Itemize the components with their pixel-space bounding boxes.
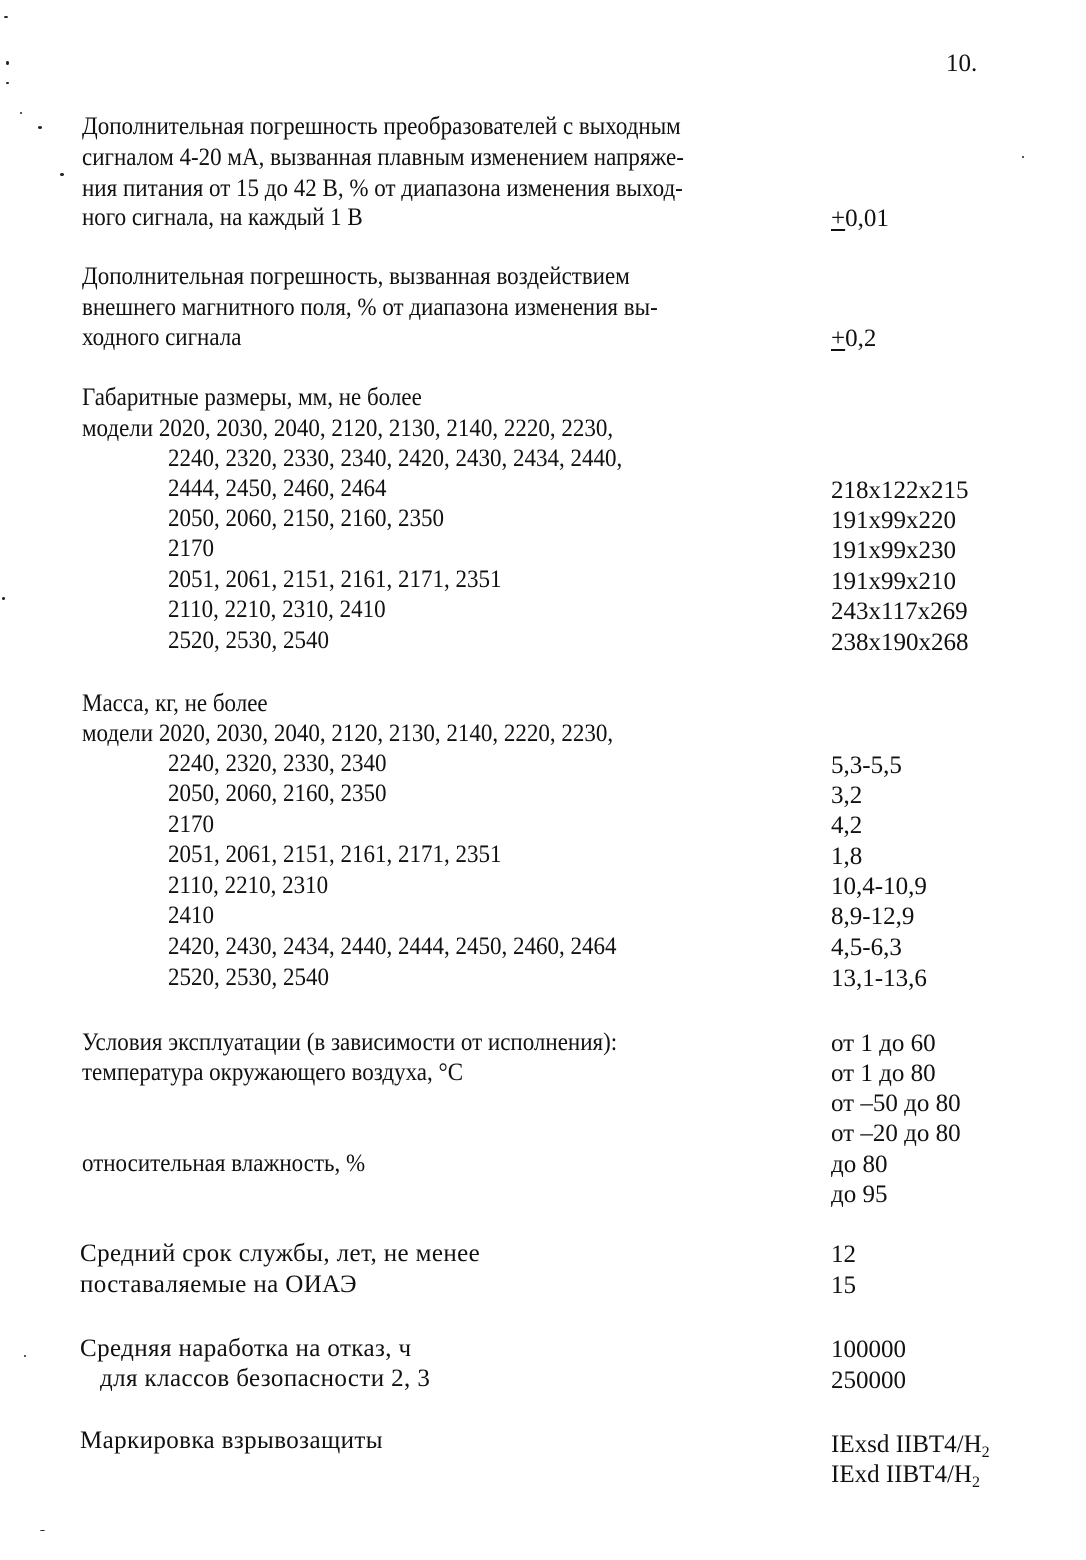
plus-minus-sign: + [831,325,846,352]
mass-value: 13,1-13,6 [831,965,927,992]
dimension-value: 238x190x268 [831,629,969,656]
scan-artifact [40,1530,45,1531]
models-list: 2170 [168,811,214,838]
models-list: 2410 [168,902,214,929]
scan-artifact [2,597,5,600]
models-list: 2110, 2210, 2310, 2410 [168,596,386,623]
page-number: 10. [946,50,978,77]
value-number: 0,01 [845,205,889,232]
models-list: 2050, 2060, 2160, 2350 [168,780,387,807]
explosion-marking-value [831,1460,980,1498]
service-life-sub-label: поставаляемые на ОИАЭ [80,1271,357,1298]
mtbf-sub-label: для классов безопасности 2, 3 [100,1365,431,1392]
temperature-range: от 1 до 60 [831,1030,936,1057]
models-list: 2240, 2320, 2330, 2340 [168,750,387,777]
temperature-range: от 1 до 80 [831,1060,936,1087]
mtbf-value: 100000 [831,1336,906,1363]
scan-artifact [60,173,64,176]
mass-value: 4,5-6,3 [831,934,902,961]
scan-artifact [24,1355,26,1357]
temperature-label: температура окружающего воздуха, °C [82,1059,464,1086]
subscript: 2 [981,1444,990,1461]
models-list: модели 2020, 2030, 2040, 2120, 2130, 2140, 2220, 2230, [82,720,614,747]
models-list: 2240, 2320, 2330, 2340, 2420, 2430, 2434, 2440, [168,445,623,472]
mass-value: 1,8 [831,843,863,870]
text-line: Дополнительная погрешность преобразователей с выходным [82,113,681,140]
subscript: 2 [971,1474,980,1491]
models-list: 2050, 2060, 2150, 2160, 2350 [168,505,444,532]
text-line: сигналом 4-20 мА, вызванная плавным изменением напряже- [82,144,684,171]
models-list: 2520, 2530, 2540 [168,964,329,991]
text-line: ного сигнала, на каждый 1 В [82,204,363,231]
explosion-marking-label: Маркировка взрывозащиты [80,1427,383,1454]
mass-value: 5,3-5,5 [831,752,902,779]
text-line: ходного сигнала [82,324,242,351]
section-heading: Габаритные размеры, мм, не более [82,384,422,411]
models-list: 2444, 2450, 2460, 2464 [168,475,387,502]
humidity-value: до 80 [831,1151,888,1178]
scan-artifact [6,82,9,84]
dimension-value: 243x117x269 [831,598,968,625]
dimension-value: 191x99x210 [831,568,956,595]
mass-value: 3,2 [831,782,863,809]
service-life-value: 12 [831,1241,856,1268]
dimension-value: 191x99x220 [831,507,956,534]
service-life-label: Средний срок службы, лет, не менее [80,1240,481,1267]
temperature-range: от –20 до 80 [831,1120,961,1147]
dimension-value: 191x99x230 [831,537,956,564]
models-list: 2420, 2430, 2434, 2440, 2444, 2450, 2460, 2464 [168,933,617,960]
models-list: 2110, 2210, 2310 [168,872,329,899]
value-number: 0,2 [845,325,877,352]
section-heading: Условия эксплуатации (в зависимости от исполнения): [82,1029,618,1056]
dimension-value: 218x122x215 [831,477,969,504]
mass-value: 10,4-10,9 [831,873,927,900]
scan-artifact [38,126,42,129]
models-list: 2170 [168,535,214,562]
mtbf-sub-value: 250000 [831,1367,906,1394]
models-list: 2051, 2061, 2151, 2161, 2171, 2351 [168,566,502,593]
mtbf-label: Средняя наработка на отказ, ч [80,1335,412,1362]
models-list: 2051, 2061, 2151, 2161, 2171, 2351 [168,841,502,868]
section-heading: Масса, кг, не более [82,690,268,717]
humidity-label: относительная влажность, % [82,1150,366,1177]
temperature-range: от –50 до 80 [831,1090,961,1117]
service-life-sub-value: 15 [831,1272,856,1299]
magnetic-field-error-value [831,324,876,354]
text-line: ния питания от 15 до 42 В, % от диапазона изменения выход- [82,175,683,202]
supply-voltage-error-value [831,204,889,234]
scan-artifact [6,61,9,65]
text-line: внешнего магнитного поля, % от диапазона изменения вы- [82,294,658,321]
models-list: модели 2020, 2030, 2040, 2120, 2130, 2140, 2220, 2230, [82,415,614,442]
marking-text: IExsd IIBT4/H [831,1431,982,1458]
humidity-value: до 95 [831,1181,888,1208]
scan-artifact [20,112,22,114]
marking-text: IExd IIBT4/H [831,1461,972,1488]
mass-value: 8,9-12,9 [831,903,915,930]
scan-artifact [4,16,8,18]
scan-artifact [1022,156,1024,158]
models-list: 2520, 2530, 2540 [168,627,329,654]
plus-minus-sign: + [831,205,846,232]
text-line: Дополнительная погрешность, вызванная воздействием [82,263,630,290]
mass-value: 4,2 [831,812,863,839]
